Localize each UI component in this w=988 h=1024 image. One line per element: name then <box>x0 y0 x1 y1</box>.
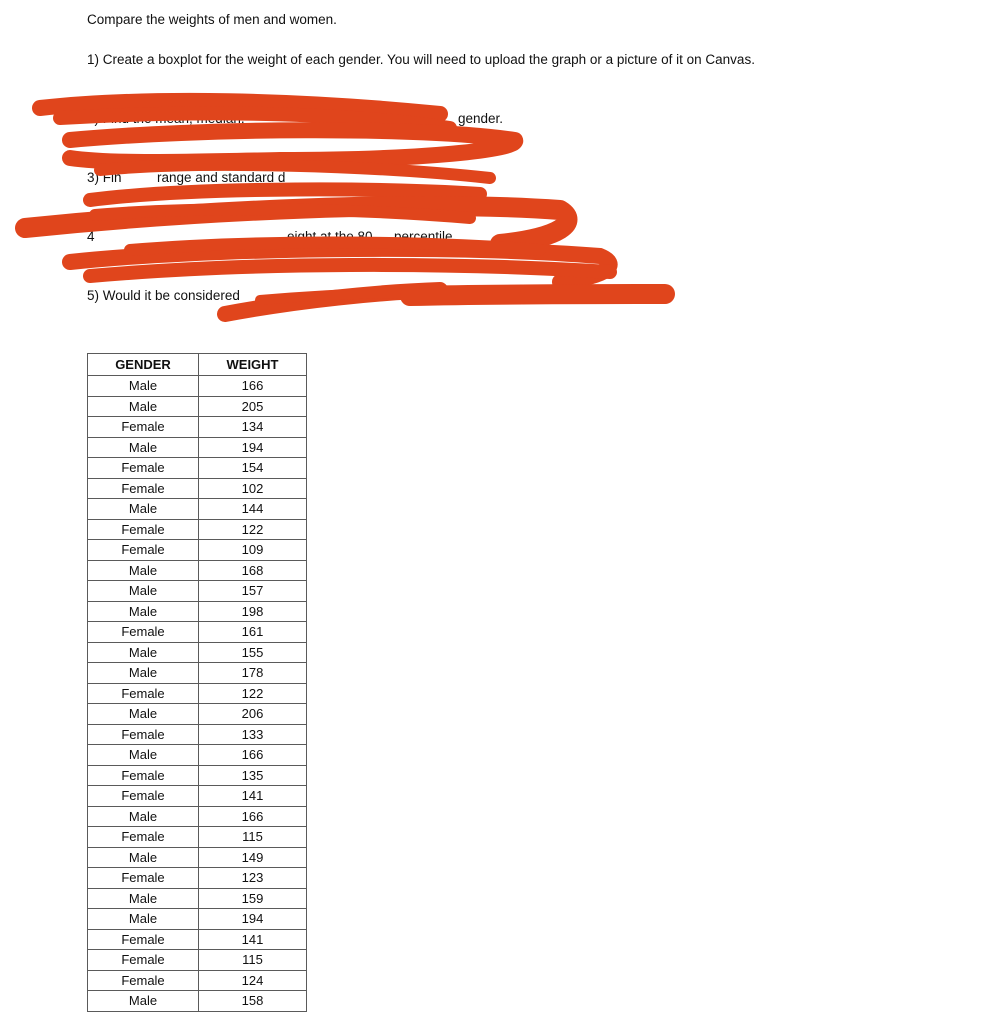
weight-cell: 158 <box>199 991 307 1012</box>
weight-cell: 102 <box>199 478 307 499</box>
redaction-stroke <box>95 209 470 218</box>
weight-cell: 166 <box>199 745 307 766</box>
table-row <box>88 437 307 458</box>
gender-cell: Male <box>88 642 199 663</box>
gender-cell: Male <box>88 499 199 520</box>
question-4-fragment-start: 4 <box>87 229 95 244</box>
gender-cell: Female <box>88 827 199 848</box>
redaction-stroke <box>225 290 440 314</box>
question-5-fragment-start: 5) Would it be considered <box>87 288 240 303</box>
gender-cell: Male <box>88 991 199 1012</box>
gender-cell: Male <box>88 745 199 766</box>
table-row <box>88 929 307 950</box>
question-5-fragment-end: . <box>668 288 672 303</box>
gender-cell: Female <box>88 540 199 561</box>
weight-cell: 141 <box>199 786 307 807</box>
gender-cell: Female <box>88 458 199 479</box>
table-row <box>88 991 307 1012</box>
table-row <box>88 417 307 438</box>
redaction-stroke <box>90 189 480 200</box>
question-3-fragment-start: 3) Fin <box>87 170 122 185</box>
gender-cell: Female <box>88 929 199 950</box>
weight-cell: 168 <box>199 560 307 581</box>
gender-cell: Female <box>88 724 199 745</box>
table-row <box>88 560 307 581</box>
weight-cell: 198 <box>199 601 307 622</box>
weight-cell: 109 <box>199 540 307 561</box>
table-row <box>88 683 307 704</box>
table-row <box>88 970 307 991</box>
table-row <box>88 540 307 561</box>
weight-cell: 155 <box>199 642 307 663</box>
gender-cell: Female <box>88 950 199 971</box>
table-row <box>88 765 307 786</box>
table-header-row <box>88 354 307 376</box>
gender-cell: Male <box>88 704 199 725</box>
table-row <box>88 458 307 479</box>
gender-cell: Male <box>88 376 199 397</box>
table-row <box>88 519 307 540</box>
table-row <box>88 642 307 663</box>
gender-cell: Male <box>88 847 199 868</box>
gender-cell: Female <box>88 765 199 786</box>
question-1-text: 1) Create a boxplot for the weight of each gender. You will need to upload the graph or a picture of it on Canvas. <box>87 52 755 67</box>
table-row <box>88 704 307 725</box>
table-row <box>88 786 307 807</box>
table-row <box>88 396 307 417</box>
table-row <box>88 622 307 643</box>
redaction-stroke <box>410 294 665 296</box>
weight-cell: 141 <box>199 929 307 950</box>
weight-cell: 123 <box>199 868 307 889</box>
weight-cell: 178 <box>199 663 307 684</box>
gender-cell: Female <box>88 622 199 643</box>
table-body <box>88 376 307 1012</box>
table-row <box>88 868 307 889</box>
gender-cell: Male <box>88 581 199 602</box>
table-row <box>88 601 307 622</box>
weight-cell: 166 <box>199 806 307 827</box>
redaction-stroke <box>260 293 420 300</box>
gender-cell: Male <box>88 601 199 622</box>
weight-cell: 194 <box>199 437 307 458</box>
weight-cell: 144 <box>199 499 307 520</box>
gender-cell: Male <box>88 909 199 930</box>
weight-cell: 149 <box>199 847 307 868</box>
weight-cell: 157 <box>199 581 307 602</box>
weight-cell: 122 <box>199 519 307 540</box>
question-3-fragment-mid: range and standard d <box>157 170 286 185</box>
gender-cell: Male <box>88 806 199 827</box>
gender-cell: Female <box>88 970 199 991</box>
redaction-stroke <box>70 249 610 282</box>
table-row <box>88 847 307 868</box>
gender-cell: Male <box>88 437 199 458</box>
redaction-stroke <box>70 130 515 162</box>
gender-column-header: GENDER <box>88 354 199 376</box>
table-row <box>88 376 307 397</box>
weight-cell: 115 <box>199 950 307 971</box>
gender-cell: Male <box>88 560 199 581</box>
question-2-fragment-mid: midrange for <box>331 111 407 126</box>
question-2-fragment-start: 2) Find the mean, median, <box>87 111 245 126</box>
table-row <box>88 745 307 766</box>
table-row <box>88 888 307 909</box>
table-row <box>88 581 307 602</box>
gender-cell: Female <box>88 417 199 438</box>
table-row <box>88 827 307 848</box>
weight-data-table <box>87 353 307 1012</box>
weight-cell: 194 <box>199 909 307 930</box>
table-row <box>88 499 307 520</box>
table-row <box>88 663 307 684</box>
question-2-fragment-end: gender. <box>458 111 504 126</box>
weight-cell: 115 <box>199 827 307 848</box>
gender-cell: Female <box>88 786 199 807</box>
question-4-fragment-mid: eight at the 80 <box>287 229 373 244</box>
weight-cell: 133 <box>199 724 307 745</box>
weight-cell: 205 <box>199 396 307 417</box>
intro-text: Compare the weights of men and women. <box>87 12 337 27</box>
weight-cell: 124 <box>199 970 307 991</box>
gender-cell: Male <box>88 663 199 684</box>
gender-cell: Male <box>88 396 199 417</box>
table-row <box>88 806 307 827</box>
weight-cell: 122 <box>199 683 307 704</box>
weight-cell: 134 <box>199 417 307 438</box>
question-4-fragment-end: percentile. <box>394 229 457 244</box>
weight-cell: 206 <box>199 704 307 725</box>
gender-cell: Female <box>88 519 199 540</box>
table-row <box>88 478 307 499</box>
weight-column-header: WEIGHT <box>199 354 307 376</box>
gender-cell: Female <box>88 683 199 704</box>
table-row <box>88 950 307 971</box>
weight-cell: 159 <box>199 888 307 909</box>
gender-cell: Female <box>88 868 199 889</box>
gender-cell: Male <box>88 888 199 909</box>
table-row <box>88 724 307 745</box>
weight-cell: 135 <box>199 765 307 786</box>
weight-cell: 161 <box>199 622 307 643</box>
redaction-stroke <box>90 265 610 276</box>
gender-cell: Female <box>88 478 199 499</box>
weight-cell: 154 <box>199 458 307 479</box>
weight-cell: 166 <box>199 376 307 397</box>
table-row <box>88 909 307 930</box>
